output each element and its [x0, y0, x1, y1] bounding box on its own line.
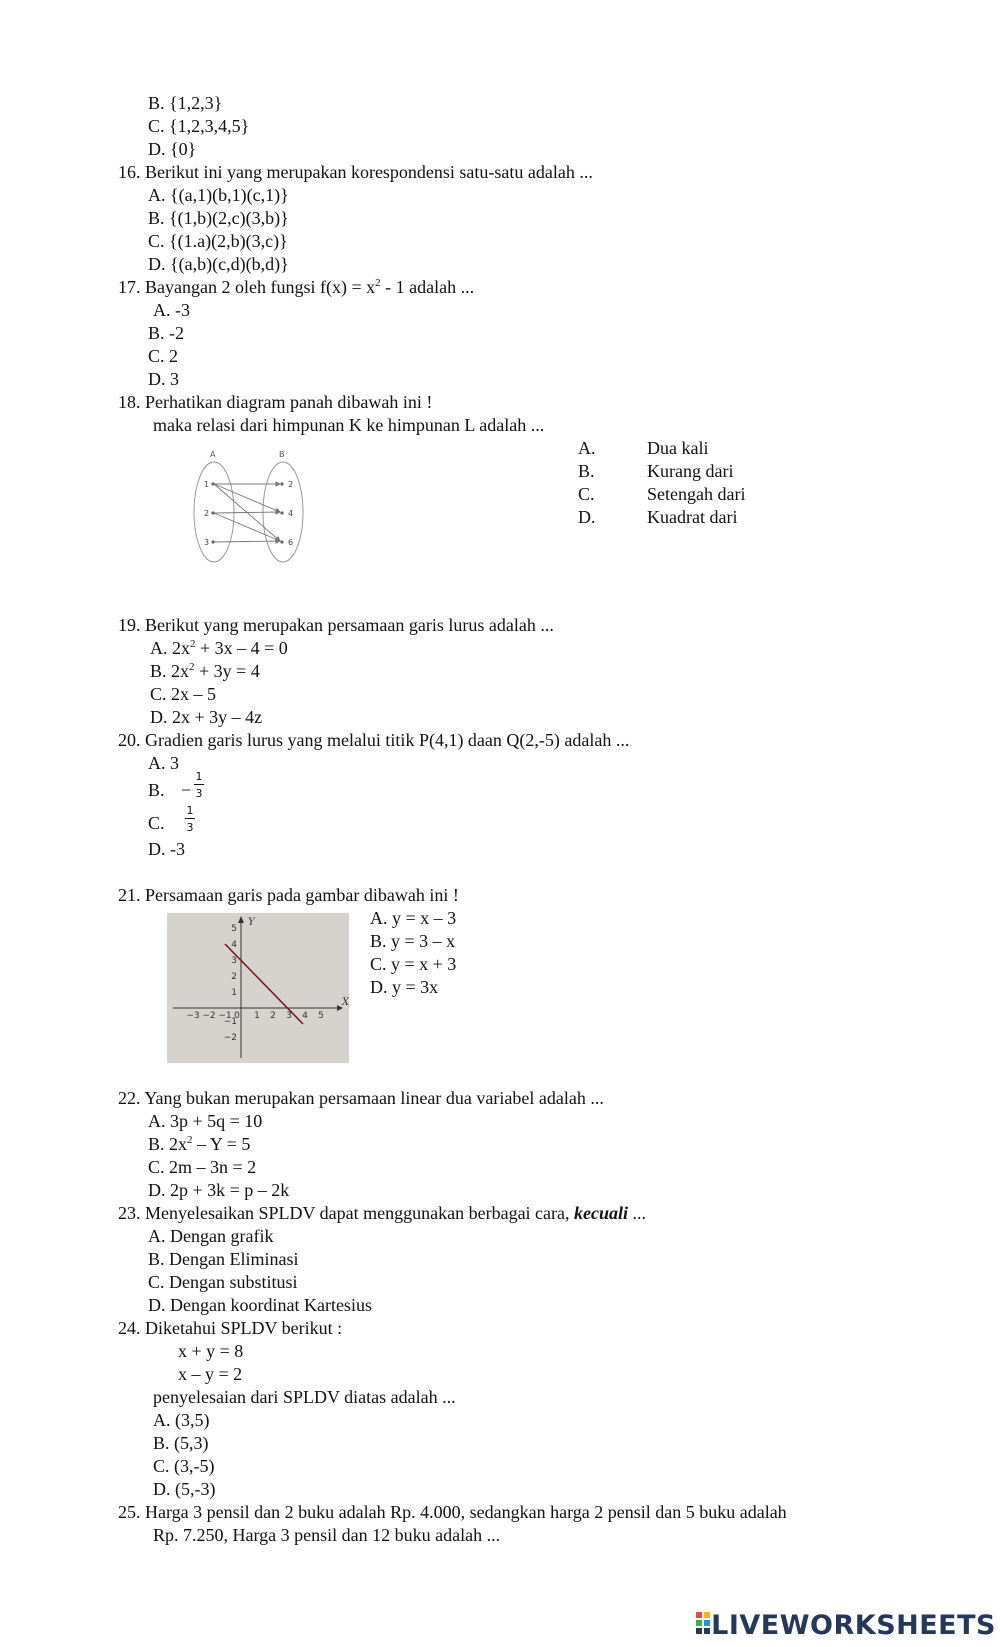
x-tick: 1 — [254, 1011, 260, 1021]
q24-question: 24. Diketahui SPLDV berikut : — [118, 1318, 343, 1338]
q21-option-c: C. y = x + 3 — [370, 954, 457, 974]
q16-option-d: D. {(a,b)(c,d)(b,d)} — [148, 254, 289, 274]
line-graph — [167, 913, 349, 1063]
q24-option-a: A. (3,5) — [153, 1410, 210, 1430]
x-tick: 2 — [270, 1011, 276, 1021]
x-axis-label: X — [342, 997, 349, 1008]
q22-option-a: A. 3p + 5q = 10 — [148, 1111, 263, 1131]
y-axis-label: Y — [248, 917, 255, 928]
y-tick: −2 — [223, 1033, 237, 1043]
q18-option-c: Setengah dari — [647, 484, 746, 504]
q22-question: 22. Yang bukan merupakan persamaan linear dua variabel adalah ... — [118, 1088, 604, 1108]
q18-option-d-letter: D. — [578, 507, 596, 527]
q23-question: 23. Menyelesaikan SPLDV dapat menggunakan berbagai cara, kecuali ... — [118, 1203, 647, 1223]
q24-equation-1: x + y = 8 — [178, 1341, 244, 1361]
x-tick: 3 — [286, 1011, 292, 1021]
q18-option-b-letter: B. — [578, 461, 595, 481]
q16-option-c: C. {(1.a)(2,b)(3,c)} — [148, 231, 288, 251]
set-b-element-6: 6 — [288, 538, 294, 547]
q18-option-c-letter: C. — [578, 484, 595, 504]
q15-option-c: C. {1,2,3,4,5} — [148, 116, 250, 136]
q19-option-b: B. $2x^2 + 3y = 4$ — [150, 661, 260, 681]
q21-option-b: B. y = 3 – x — [370, 931, 456, 951]
q22-option-d: D. 2p + 3k = p – 2k — [148, 1180, 290, 1200]
q24-option-d: D. (5,-3) — [153, 1479, 216, 1499]
q23-option-a: A. Dengan grafik — [148, 1226, 274, 1246]
set-a-element-3: 3 — [204, 538, 210, 547]
q17-option-d: D. 3 — [148, 369, 179, 389]
x-tick: 4 — [302, 1011, 308, 1021]
y-tick: 1 — [231, 988, 237, 998]
relation-arrows — [214, 484, 280, 542]
liveworksheets-brand[interactable]: LIVEWORKSHEETS — [711, 1610, 996, 1641]
arrow-diagram — [186, 446, 316, 568]
q20-option-a: A. 3 — [148, 753, 179, 773]
q19-question: 19. Berikut yang merupakan persamaan garis lurus adalah ... — [118, 615, 554, 635]
y-tick: 2 — [231, 972, 237, 982]
q23-option-c: C. Dengan substitusi — [148, 1272, 298, 1292]
set-b-label: B — [279, 450, 285, 459]
q25-question-line-1: 25. Harga 3 pensil dan 2 buku adalah Rp. 4.000, sedangkan harga 2 pensil dan 5 buku adalah — [118, 1502, 787, 1522]
q24-subtext: penyelesaian dari SPLDV diatas adalah ... — [153, 1387, 456, 1407]
q22-option-b: B. $2x^2 - Y = 5$ — [148, 1134, 251, 1154]
x-tick: −3 — [186, 1011, 200, 1021]
q24-option-b: B. (5,3) — [153, 1433, 209, 1453]
q24-option-c: C. (3,-5) — [153, 1456, 215, 1476]
q18-option-a: Dua kali — [647, 438, 709, 458]
x-tick: 5 — [318, 1011, 324, 1021]
y-tick: −1 — [223, 1017, 237, 1027]
q15-option-d: D. {0} — [148, 139, 197, 159]
q17-option-c: C. 2 — [148, 346, 179, 366]
set-b-element-4: 4 — [288, 509, 294, 518]
q22-option-c: C. 2m – 3n = 2 — [148, 1157, 257, 1177]
q21-option-d: D. y = 3x — [370, 977, 439, 997]
set-a-element-1: 1 — [204, 480, 210, 489]
q19-option-a: A. $2x^2 + 3x - 4 = 0$ — [150, 638, 288, 658]
q20-option-b-sign: − — [181, 780, 192, 800]
set-a-label: A — [210, 450, 216, 459]
y-tick: 5 — [231, 924, 237, 934]
q20-option-b-letter: B. — [148, 780, 165, 800]
q17-option-a: A. -3 — [153, 300, 190, 320]
q18-option-d: Kuadrat dari — [647, 507, 738, 527]
q20-option-d: D. -3 — [148, 839, 185, 859]
x-tick: −1 — [218, 1011, 232, 1021]
q18-question: 18. Perhatikan diagram panah dibawah ini ! — [118, 392, 433, 412]
q16-question: 16. Berikut ini yang merupakan korespondensi satu-satu adalah ... — [118, 162, 593, 182]
q17-question: 17. Bayangan 2 oleh fungsi $f(x) = x^2 - 1$ adalah ... — [118, 277, 475, 297]
q21-option-a: A. y = x – 3 — [370, 908, 457, 928]
q24-equation-2: x – y = 2 — [178, 1364, 243, 1384]
q23-option-b: B. Dengan Eliminasi — [148, 1249, 299, 1269]
q17-option-b: B. -2 — [148, 323, 184, 343]
x-tick: 0 — [234, 1011, 240, 1021]
q15-option-b: B. {1,2,3} — [148, 93, 223, 113]
q16-option-a: A. {(a,1)(b,1)(c,1)} — [148, 185, 289, 205]
q25-question-line-2: Rp. 7.250, Harga 3 pensil dan 12 buku adalah ... — [153, 1525, 501, 1545]
q20-question: 20. Gradien garis lurus yang melalui titik P(4,1) daan Q(2,-5) adalah ... — [118, 730, 630, 750]
q20-option-c-letter: C. — [148, 813, 165, 833]
q19-option-c: C. 2x – 5 — [150, 684, 217, 704]
graph-background — [167, 913, 349, 1063]
x-tick: −2 — [202, 1011, 216, 1021]
q23-option-d: D. Dengan koordinat Kartesius — [148, 1295, 372, 1315]
q20-option-c-fraction: 1 3 — [186, 804, 194, 834]
q18-option-a-letter: A. — [578, 438, 596, 458]
q18-option-b: Kurang dari — [647, 461, 734, 481]
set-a-element-2: 2 — [204, 509, 210, 518]
q19-option-d: D. 2x + 3y – 4z — [150, 707, 263, 727]
q18-subtext: maka relasi dari himpunan K ke himpunan L adalah ... — [153, 415, 545, 435]
q21-question: 21. Persamaan garis pada gambar dibawah ini ! — [118, 885, 459, 905]
set-b-element-2: 2 — [288, 480, 294, 489]
q20-option-b-fraction: 1 3 — [195, 770, 203, 800]
y-tick: 3 — [231, 956, 237, 966]
q16-option-b: B. {(1,b)(2,c)(3,b)} — [148, 208, 289, 228]
y-tick: 4 — [231, 940, 237, 950]
